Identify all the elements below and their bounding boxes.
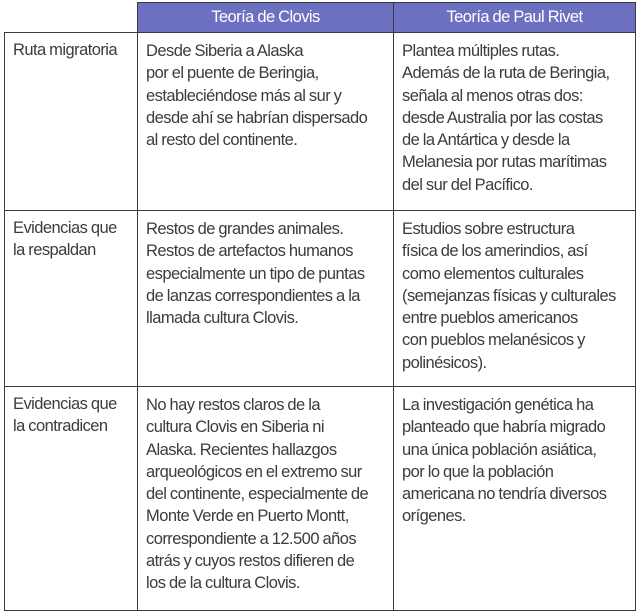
cell-line: polinésicos). bbox=[402, 353, 487, 372]
cell-line: Restos de artefactos humanos bbox=[146, 242, 353, 261]
cell-line: señala al menos otras dos: bbox=[402, 86, 583, 105]
cell-line: cultura Clovis en Siberia ni bbox=[146, 418, 324, 437]
cell-line: Estudios sobre estructura bbox=[402, 220, 575, 238]
cell-line: Plantea múltiples rutas. bbox=[402, 42, 560, 60]
cell-line: entre pueblos americanos bbox=[402, 309, 578, 328]
row-label-migration-route bbox=[5, 33, 138, 211]
cell-line: como elementos culturales bbox=[402, 264, 584, 283]
cell-line: planteado que habría migrado bbox=[402, 418, 606, 437]
cell-line: al resto del continente. bbox=[146, 131, 298, 150]
cell-line: del continente, especialmente de bbox=[146, 485, 369, 504]
header-row bbox=[5, 3, 636, 33]
cell-line: física de los amerindios, así bbox=[402, 242, 588, 261]
cell-line: Restos de grandes animales. bbox=[146, 220, 344, 238]
cell-line: correspondiente a 12.500 años bbox=[146, 529, 357, 548]
cell-line: americana no tendría diversos bbox=[402, 485, 607, 504]
row-label-contradicting-evidence bbox=[5, 387, 138, 611]
row-label-line: Evidencias que bbox=[13, 395, 117, 413]
cell-line: desde Australia por las costas bbox=[402, 108, 603, 127]
header-clovis-theory: Teoría de Clovis bbox=[138, 3, 394, 33]
header-rivet-theory: Teoría de Paul Rivet bbox=[394, 3, 636, 33]
cell-line: desde ahí se habrían dispersado bbox=[146, 108, 368, 127]
cell-line: estableciéndose más al sur y bbox=[146, 86, 342, 105]
row-label-line: la contradicen bbox=[13, 417, 108, 436]
cell-line: orígenes. bbox=[402, 507, 466, 526]
cell-line: con pueblos melanésicos y bbox=[402, 331, 585, 350]
cell-line: especialmente un tipo de puntas bbox=[146, 264, 365, 283]
row-label-supporting-evidence bbox=[5, 211, 138, 387]
table-body bbox=[5, 33, 636, 611]
table-header bbox=[5, 3, 636, 33]
cell-line: de la Antártica y desde la bbox=[402, 131, 570, 150]
cell-line: de lanzas correspondientes a la bbox=[146, 286, 360, 305]
cell-line: llamada cultura Clovis. bbox=[146, 309, 299, 328]
cell-line: (semejanzas físicas y culturales bbox=[402, 286, 616, 305]
cell-line: Melanesia por rutas marítimas bbox=[402, 153, 607, 172]
table-row bbox=[5, 387, 636, 611]
row-label-line: Evidencias que bbox=[13, 219, 117, 237]
header-corner-cell bbox=[5, 3, 138, 33]
cell-line: La investigación genética ha bbox=[402, 396, 594, 414]
cell-line: Monte Verde en Puerto Montt, bbox=[146, 507, 349, 526]
cell-clovis-migration-route bbox=[138, 33, 394, 211]
cell-clovis-contradicting-evidence bbox=[138, 387, 394, 611]
cell-line: por el puente de Beringia, bbox=[146, 64, 319, 83]
cell-line: Alaska. Recientes hallazgos bbox=[146, 440, 337, 459]
row-label-line: Ruta migratoria bbox=[13, 41, 118, 59]
cell-line: del sur del Pacífico. bbox=[402, 175, 533, 194]
cell-rivet-migration-route bbox=[394, 33, 636, 211]
row-label-line: la respaldan bbox=[13, 241, 96, 260]
cell-line: por lo que la población bbox=[402, 462, 554, 481]
cell-line: No hay restos claros de la bbox=[146, 396, 320, 414]
table-row bbox=[5, 211, 636, 387]
cell-line: Desde Siberia a Alaska bbox=[146, 42, 303, 60]
cell-line: los de la cultura Clovis. bbox=[146, 574, 300, 593]
cell-line: una única población asiática, bbox=[402, 440, 597, 459]
cell-line: arqueológicos en el extremo sur bbox=[146, 462, 362, 481]
cell-clovis-supporting-evidence bbox=[138, 211, 394, 387]
cell-rivet-contradicting-evidence bbox=[394, 387, 636, 611]
cell-rivet-supporting-evidence bbox=[394, 211, 636, 387]
cell-line: Además de la ruta de Beringia, bbox=[402, 64, 610, 83]
cell-line: atrás y cuyos restos difieren de bbox=[146, 552, 355, 571]
table-row bbox=[5, 33, 636, 211]
comparison-table bbox=[4, 2, 636, 611]
